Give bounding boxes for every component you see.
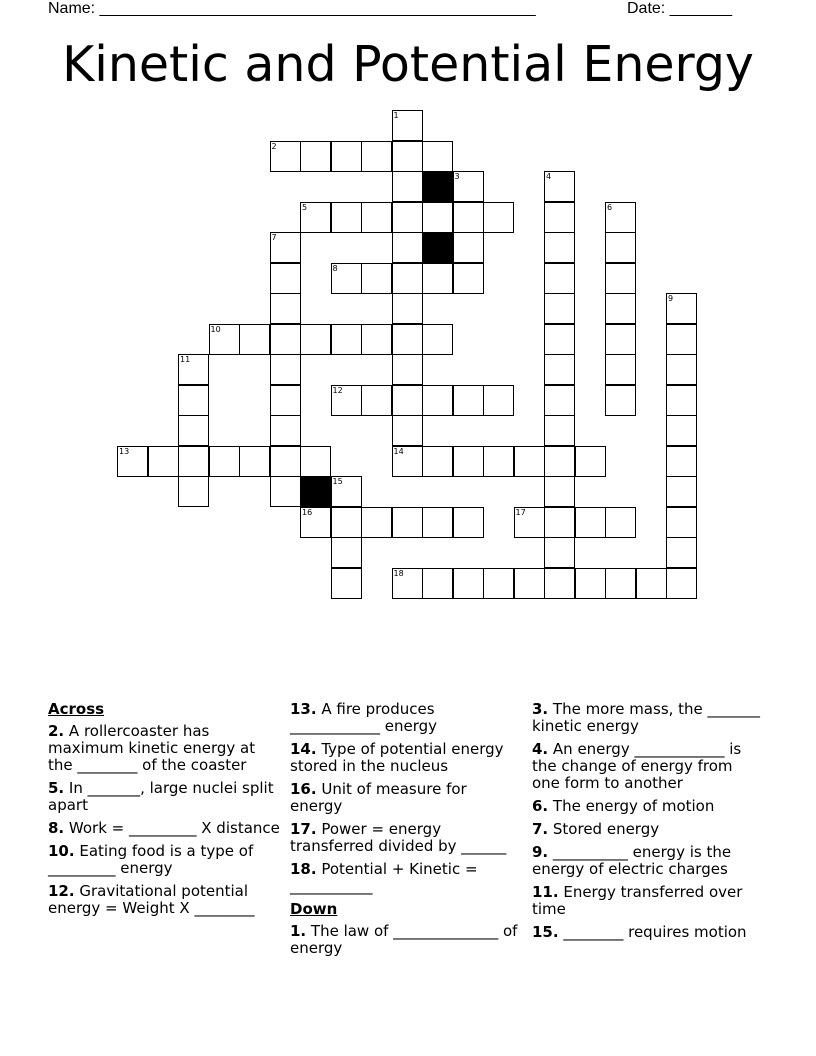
grid-cell[interactable] [270, 476, 301, 507]
clue-number: 13 [119, 446, 130, 456]
grid-cell[interactable] [575, 507, 606, 538]
clue-item-text: In _______, large nuclei split apart [48, 779, 274, 814]
clue-item-text: ________ requires motion [558, 923, 747, 941]
grid-cell[interactable] [300, 446, 331, 477]
clue-item-text: The law of ______________ of energy [290, 922, 518, 957]
page-title: Kinetic and Potential Energy [62, 36, 754, 93]
grid-cell[interactable] [239, 324, 270, 355]
clue-number: 11 [180, 355, 191, 364]
grid-cell[interactable] [605, 507, 636, 538]
clue-item [532, 884, 764, 918]
grid-cell[interactable] [453, 507, 484, 538]
clue-item-text: A fire produces ____________ energy [290, 700, 438, 735]
grid-cell[interactable] [392, 110, 423, 141]
clue-item [290, 701, 522, 735]
grid-cell[interactable] [392, 293, 423, 324]
clue-item [532, 798, 764, 815]
grid-cell[interactable] [544, 507, 575, 538]
grid-cell[interactable] [361, 202, 392, 233]
grid-cell[interactable] [666, 537, 697, 568]
clue-item-text: The more mass, the _______ kinetic energy [532, 700, 761, 735]
grid-cell[interactable] [209, 324, 240, 355]
grid-cell[interactable] [148, 446, 179, 477]
grid-cell[interactable] [544, 415, 575, 446]
grid-cell[interactable] [361, 141, 392, 172]
grid-cell[interactable] [361, 385, 392, 416]
clue-item [48, 780, 280, 814]
grid-cell[interactable] [453, 446, 484, 477]
grid-cell[interactable] [392, 324, 423, 355]
clue-item [290, 781, 522, 815]
grid-cell[interactable] [514, 446, 545, 477]
clue-item [48, 723, 280, 774]
grid-cell[interactable] [331, 141, 362, 172]
grid-cell[interactable] [666, 324, 697, 355]
clue-item-number: 2. [48, 722, 65, 740]
grid-cell[interactable] [239, 446, 270, 477]
grid-cell[interactable] [270, 232, 301, 263]
clue-item-text: Stored energy [548, 820, 660, 838]
clue-number: 10 [210, 324, 221, 334]
grid-cell[interactable] [666, 446, 697, 477]
down-heading: Down [290, 900, 338, 918]
clue-item [290, 923, 522, 957]
grid-cell[interactable] [392, 568, 423, 599]
clue-number: 6 [607, 202, 613, 212]
grid-cell[interactable] [209, 446, 240, 477]
grid-cell[interactable] [422, 324, 453, 355]
grid-cell[interactable] [453, 263, 484, 294]
grid-cell[interactable] [392, 232, 423, 263]
grid-cell[interactable] [636, 568, 667, 599]
clue-item-number: 18. [290, 860, 317, 878]
across-clue-list-continued [290, 701, 522, 895]
clue-item-number: 6. [532, 797, 549, 815]
down-clue-list-continued [532, 701, 764, 941]
across-heading: Across [48, 700, 105, 718]
grid-cell[interactable] [300, 141, 331, 172]
clue-item-number: 17. [290, 820, 317, 838]
grid-cell[interactable] [331, 324, 362, 355]
grid-cell[interactable] [331, 568, 362, 599]
clues-column-1 [48, 701, 280, 923]
clue-item-number: 12. [48, 882, 75, 900]
clue-item-text: The energy of motion [548, 797, 715, 815]
clue-item-text: A rollercoaster has maximum kinetic energy at the ________ of the coaster [48, 722, 256, 774]
clue-item-number: 15. [532, 923, 559, 941]
grid-cell[interactable] [483, 385, 514, 416]
clue-item-text: Energy transferred over time [532, 883, 743, 918]
grid-cell[interactable] [453, 568, 484, 599]
clue-item [532, 924, 764, 941]
clue-number: 3 [454, 172, 460, 181]
grid-cell[interactable] [422, 568, 453, 599]
grid-cell[interactable] [422, 202, 453, 233]
grid-cell[interactable] [270, 385, 301, 416]
grid-cell[interactable] [605, 293, 636, 324]
grid-cell[interactable] [392, 171, 423, 202]
grid-block [300, 476, 331, 507]
grid-cell[interactable] [605, 202, 636, 233]
grid-cell[interactable] [392, 415, 423, 446]
grid-cell[interactable] [544, 171, 575, 202]
grid-cell[interactable] [544, 202, 575, 233]
grid-cell[interactable] [666, 385, 697, 416]
grid-cell[interactable] [331, 476, 362, 507]
clue-number: 16 [302, 507, 313, 517]
clue-item-number: 1. [290, 922, 307, 940]
clue-item-number: 13. [290, 700, 317, 718]
clue-item-number: 9. [532, 843, 549, 861]
grid-cell[interactable] [178, 385, 209, 416]
grid-cell[interactable] [605, 263, 636, 294]
grid-cell[interactable] [422, 507, 453, 538]
grid-cell[interactable] [270, 293, 301, 324]
clue-number: 17 [515, 507, 526, 517]
grid-block [422, 232, 453, 263]
grid-cell[interactable] [544, 476, 575, 507]
across-clue-list [48, 723, 280, 917]
clue-number: 18 [393, 568, 404, 578]
clue-number: 7 [271, 233, 277, 242]
grid-cell[interactable] [392, 141, 423, 172]
grid-cell[interactable] [544, 568, 575, 599]
clue-item-number: 3. [532, 700, 549, 718]
grid-cell[interactable] [392, 507, 423, 538]
grid-cell[interactable] [270, 324, 301, 355]
clue-number: 9 [668, 294, 674, 303]
grid-cell[interactable] [178, 446, 209, 477]
clue-item-number: 4. [532, 740, 549, 758]
clue-item-text: Eating food is a type of _________ energy [48, 842, 254, 877]
clue-number: 8 [332, 263, 338, 273]
grid-cell[interactable] [483, 202, 514, 233]
grid-cell[interactable] [453, 171, 484, 202]
clue-item [290, 821, 522, 855]
grid-cell[interactable] [666, 507, 697, 538]
grid-cell[interactable] [331, 537, 362, 568]
clue-item-text: Gravitational potential energy = Weight X ________ [48, 882, 255, 917]
grid-cell[interactable] [483, 446, 514, 477]
name-field-label: Name: _________________________________________________ [48, 0, 536, 17]
clue-item-text: Power = energy transferred divided by ______ [290, 820, 507, 855]
grid-cell[interactable] [392, 385, 423, 416]
grid-cell[interactable] [178, 354, 209, 385]
grid-cell[interactable] [361, 263, 392, 294]
grid-cell[interactable] [544, 232, 575, 263]
grid-cell[interactable] [270, 415, 301, 446]
down-clue-list [290, 923, 522, 957]
grid-cell[interactable] [422, 263, 453, 294]
clue-number: 15 [332, 477, 343, 486]
clue-item [290, 741, 522, 775]
grid-cell[interactable] [544, 385, 575, 416]
clue-item [532, 844, 764, 878]
grid-cell[interactable] [270, 141, 301, 172]
grid-cell[interactable] [331, 202, 362, 233]
clues-column-3 [532, 701, 764, 947]
clue-item [290, 861, 522, 895]
grid-cell[interactable] [422, 385, 453, 416]
grid-cell[interactable] [666, 415, 697, 446]
clue-number: 5 [302, 202, 308, 212]
clue-item-text: An energy ____________ is the change of energy from one form to another [532, 740, 742, 792]
grid-cell[interactable] [117, 446, 148, 477]
date-field-label: Date: _______ [627, 0, 732, 17]
grid-cell[interactable] [544, 324, 575, 355]
grid-cell[interactable] [575, 568, 606, 599]
grid-cell[interactable] [605, 568, 636, 599]
grid-cell[interactable] [666, 568, 697, 599]
grid-cell[interactable] [605, 354, 636, 385]
clue-item-text: Work = _________ X distance [64, 819, 280, 837]
grid-cell[interactable] [544, 446, 575, 477]
grid-cell[interactable] [178, 476, 209, 507]
grid-cell[interactable] [300, 202, 331, 233]
grid-cell[interactable] [392, 263, 423, 294]
grid-cell[interactable] [605, 324, 636, 355]
grid-cell[interactable] [392, 446, 423, 477]
clue-item [48, 883, 280, 917]
grid-cell[interactable] [666, 476, 697, 507]
clue-number: 1 [393, 111, 399, 120]
clue-number: 4 [546, 172, 552, 181]
clue-item-number: 8. [48, 819, 65, 837]
grid-cell[interactable] [270, 263, 301, 294]
grid-cell[interactable] [422, 141, 453, 172]
grid-cell[interactable] [361, 324, 392, 355]
grid-cell[interactable] [270, 354, 301, 385]
clue-item-text: __________ energy is the energy of electric charges [532, 843, 732, 878]
grid-cell[interactable] [544, 263, 575, 294]
clue-item [532, 741, 764, 792]
clue-item [48, 843, 280, 877]
clue-number: 14 [393, 446, 404, 456]
grid-cell[interactable] [666, 354, 697, 385]
clue-item-number: 14. [290, 740, 317, 758]
clue-item-number: 10. [48, 842, 75, 860]
grid-cell[interactable] [514, 568, 545, 599]
clue-item [532, 821, 764, 838]
grid-cell[interactable] [453, 385, 484, 416]
grid-cell[interactable] [361, 507, 392, 538]
grid-cell[interactable] [392, 354, 423, 385]
grid-cell[interactable] [544, 537, 575, 568]
grid-cell[interactable] [514, 507, 545, 538]
clue-item-number: 5. [48, 779, 65, 797]
clue-item-number: 7. [532, 820, 549, 838]
grid-cell[interactable] [666, 293, 697, 324]
clue-item-number: 16. [290, 780, 317, 798]
grid-cell[interactable] [605, 232, 636, 263]
grid-cell[interactable] [453, 202, 484, 233]
grid-cell[interactable] [178, 415, 209, 446]
clue-number: 2 [271, 141, 277, 151]
grid-cell[interactable] [331, 507, 362, 538]
clues-column-2 [290, 701, 522, 963]
clue-item-text: Unit of measure for energy [290, 780, 467, 815]
grid-cell[interactable] [300, 507, 331, 538]
grid-cell[interactable] [605, 385, 636, 416]
grid-cell[interactable] [544, 293, 575, 324]
clue-item [48, 820, 280, 837]
grid-cell[interactable] [422, 446, 453, 477]
clue-item [532, 701, 764, 735]
grid-cell[interactable] [392, 202, 423, 233]
grid-cell[interactable] [270, 446, 301, 477]
grid-cell[interactable] [331, 385, 362, 416]
clue-number: 12 [332, 385, 343, 395]
grid-cell[interactable] [544, 354, 575, 385]
grid-cell[interactable] [300, 324, 331, 355]
grid-cell[interactable] [331, 263, 362, 294]
grid-cell[interactable] [575, 446, 606, 477]
clue-item-text: Type of potential energy stored in the nucleus [290, 740, 504, 775]
clue-item-number: 11. [532, 883, 559, 901]
clue-item-text: Potential + Kinetic = ___________ [290, 860, 478, 895]
grid-cell[interactable] [453, 232, 484, 263]
grid-block [422, 171, 453, 202]
grid-cell[interactable] [483, 568, 514, 599]
